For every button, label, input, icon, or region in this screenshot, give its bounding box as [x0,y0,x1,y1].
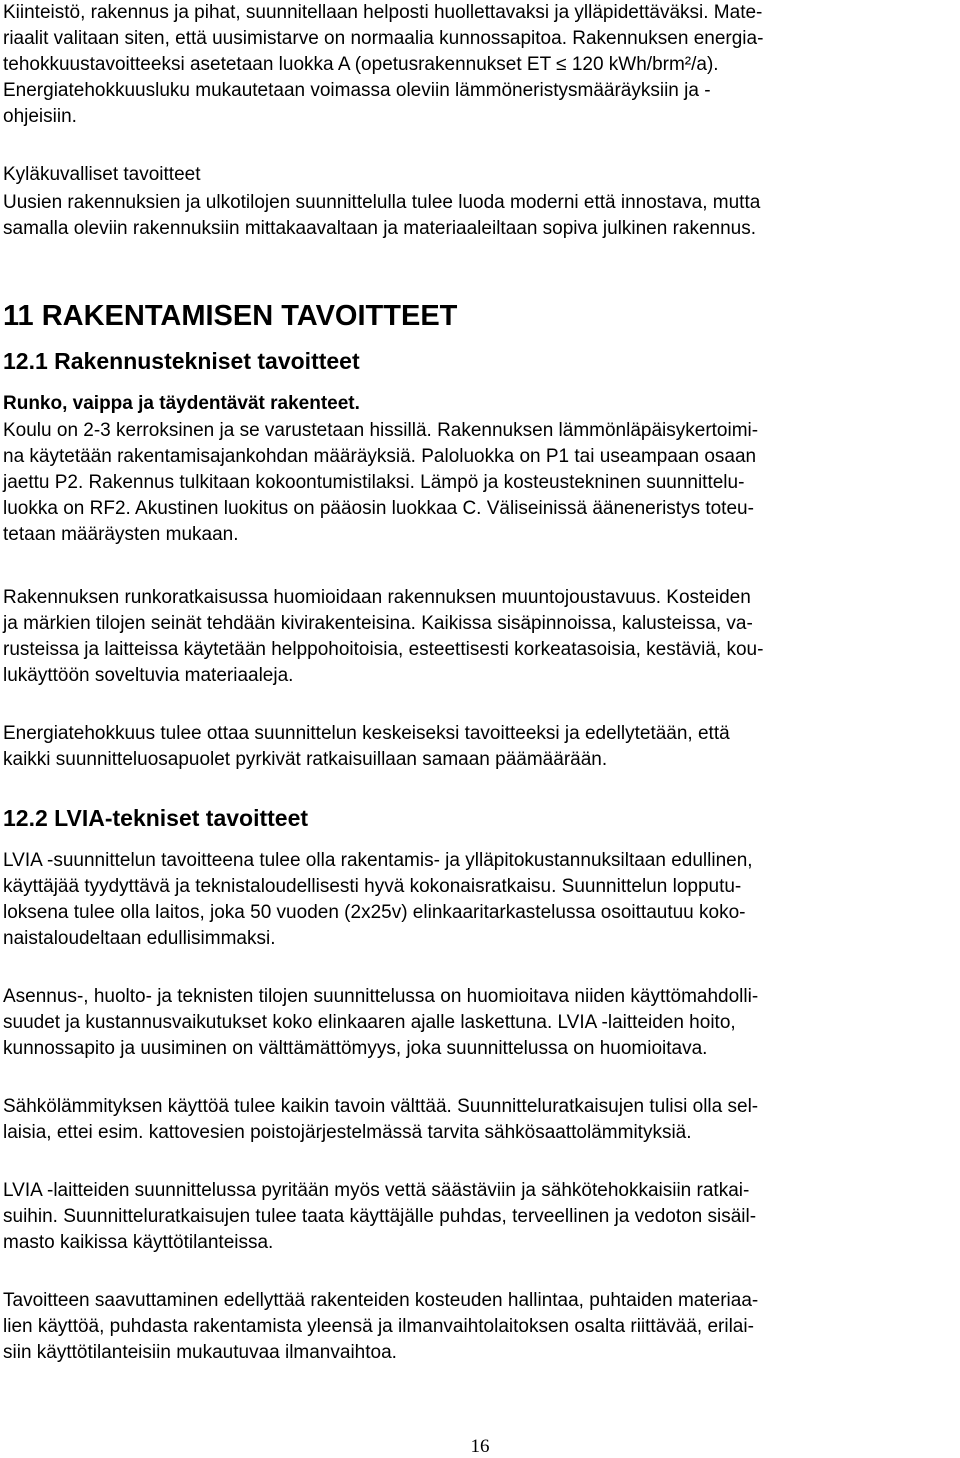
section-12-2-paragraph-4: LVIA -laitteiden suunnittelussa pyritään myös vettä säästäviin ja sähkötehokkaisiin ratkai- suihin. Suunnitteluratkaisujen tulee taata käyttäjälle puhdas, terveellinen ja vedoton sisäil- masto kaikissa käyttötilanteissa. [3,1180,757,1253]
section-12-1-paragraph-2: Rakennuksen runkoratkaisussa huomioidaan rakennuksen muuntojoustavuus. Kosteiden ja märkien tilojen seinät tehdään kivirakenteisina. Kaikissa sisäpinnoissa, kalusteissa, va- rusteissa ja laitteissa käytetään helppohoitoisia, esteettisesti korkeatasoisia, kestäviä, kou- lukäyttöön soveltuvia materiaaleja. [3,587,764,686]
section-12-2-paragraph-2: Asennus-, huolto- ja teknisten tilojen suunnittelussa on huomioitava niiden käyttömahdolli- suudet ja kustannusvaikutukset koko elinkaaren ajalle laskettuna. LVIA -laitteiden hoito, kunnossapito ja uusiminen on välttämättömyys, joka suunnittelussa on huomioitava. [3,986,759,1059]
section-12-1-paragraph-3: Energiatehokkuus tulee ottaa suunnittelun keskeiseksi tavoitteeksi ja edellytetään, että kaikki suunnitteluosapuolet pyrkivät ratkaisuillaan samaan päämäärään. [3,723,730,770]
section-12-2-heading: 12.2 LVIA-tekniset tavoitteet [3,805,309,831]
section-12-1-paragraph-1: Koulu on 2-3 kerroksinen ja se varustetaan hissillä. Rakennuksen lämmönläpäisykertoimi- na käytetään rakentamisajankohdan määräyksiä. Paloluokka on P1 tai useampaan osaan jaettu P2. Rakennus tulkitaan kokoontumistilaksi. Lämpö ja kosteustekninen suunnittelu- luokka on RF2. Akustinen luokitus on pääosin luokkaa C. Väliseinissä ääneneristys toteu- tetaan määräysten mukaan. [3,420,759,545]
village-goals-paragraph: Uusien rakennuksien ja ulkotilojen suunnittelulla tulee luoda moderni että innostava, mutta samalla oleviin rakennuksiin mittakaavaltaan ja materiaaleiltaan sopiva julkinen rakennus. [3,192,761,239]
section-12-2-paragraph-5: Tavoitteen saavuttaminen edellyttää rakenteiden kosteuden hallintaa, puhtaiden materiaa- lien käyttöä, puhdasta rakentamista yleensä ja ilmanvaihtolaitoksen osalta riittävää, erilai- siin käyttötilanteisiin mukautuvaa ilmanvaihtoa. [3,1290,759,1363]
village-goals-heading: Kyläkuvalliset tavoitteet [3,164,201,185]
page-number: 16 [470,1436,490,1457]
section-12-2-paragraph-3: Sähkölämmityksen käyttöä tulee kaikin tavoin välttää. Suunnitteluratkaisujen tulisi olla sel- laisia, ettei esim. kattovesien poistojärjestelmässä tarvita sähkösaattolämmityksiä. [3,1096,759,1143]
section-12-1-subheading: Runko, vaippa ja täydentävät rakenteet. [3,393,360,414]
section-12-2-paragraph-1: LVIA -suunnittelun tavoitteena tulee olla rakentamis- ja ylläpitokustannuksiltaan edullinen, käyttäjää tyydyttävä ja teknistaloudellisesti hyvä kokonaisratkaisu. Suunnittelun lopputu- loksena tulee olla laitos, joka 50 vuoden (2x25v) elinkaaritarkastelussa osoittautuu koko- naistaloudeltaan edullisimmaksi. [3,850,753,949]
section-12-1-heading: 12.1 Rakennustekniset tavoitteet [3,348,360,374]
intro-paragraph: Kiinteistö, rakennus ja pihat, suunnitellaan helposti huollettavaksi ja ylläpidettäväksi. Mate- riaalit valitaan siten, että uusimistarve on normaalia kunnossapitoa. Rakennuksen energia- tehokkuustavoitteeksi asetetaan luokka A (opetusrakennukset ET ≤ 120 kWh/brm²/a). Energiatehokkuusluku mukautetaan voimassa oleviin lämmöneristysmääräyksiin ja - ohjeisiin. [3,2,764,127]
section-11-heading: 11 RAKENTAMISEN TAVOITTEET [3,300,458,332]
